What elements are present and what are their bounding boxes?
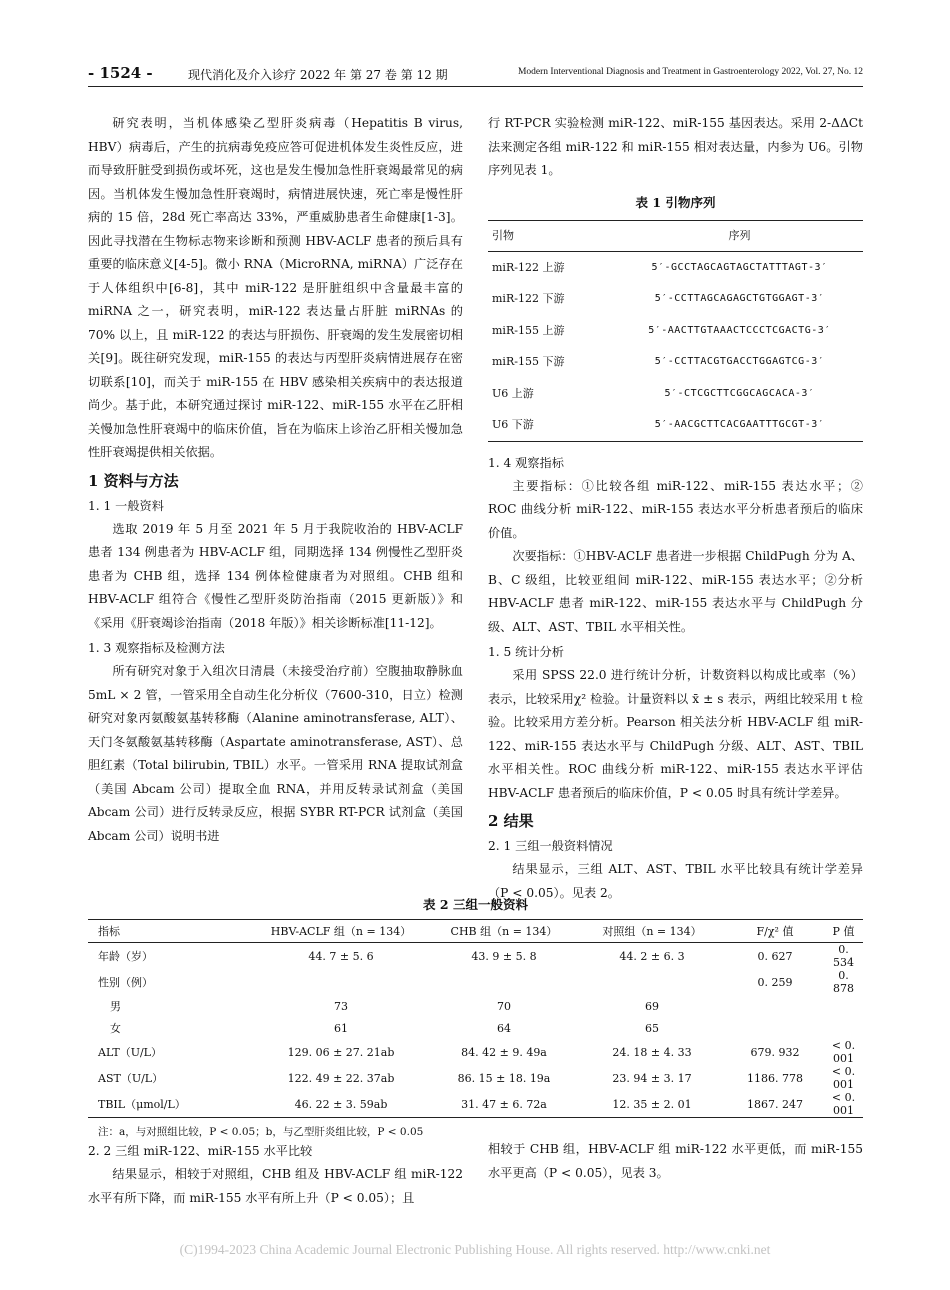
table-cell: U6 下游 xyxy=(488,409,616,441)
table-cell: AST（U/L） xyxy=(98,1072,164,1085)
table2-header: CHB 组（n = 134） xyxy=(430,920,578,943)
table-row xyxy=(488,283,863,315)
table-cell xyxy=(578,969,726,995)
page-number: - 1524 - xyxy=(88,64,153,82)
table-cell: 46. 22 ± 3. 59ab xyxy=(252,1091,430,1118)
table2-note: 注：a，与对照组比较，P < 0.05；b，与乙型肝炎组比较，P < 0.05 xyxy=(98,1126,424,1138)
table-cell: 43. 9 ± 5. 8 xyxy=(471,949,537,963)
table-row xyxy=(488,409,863,441)
table-cell xyxy=(726,1017,824,1039)
table-cell: 44. 2 ± 6. 3 xyxy=(619,949,685,963)
table-cell: 129. 06 ± 27. 21ab xyxy=(287,1045,395,1059)
section-1-4-primary: 主要指标：①比较各组 miR-122、miR-155 表达水平；② ROC 曲线分析 miR-122、miR-155 表达水平分析患者预后的临床价值。 xyxy=(488,478,863,540)
bottom-left-column xyxy=(88,1138,463,1210)
table-cell: < 0. 001 xyxy=(824,1091,863,1118)
methods-continued-text: 行 RT-PCR 实验检测 miR-122、miR-155 基因表达。采用 2-ΔΔCt 法来测定各组 miR-122 和 miR-155 相对表达量，内参为 U6。引物序列见表 1。 xyxy=(488,116,863,177)
table2-block xyxy=(88,895,863,1139)
table-cell: ALT（U/L） xyxy=(98,1046,162,1059)
table-cell: 1186. 778 xyxy=(747,1071,803,1085)
section-2-heading: 2 结果 xyxy=(488,812,534,830)
table2-header: HBV-ACLF 组（n = 134） xyxy=(252,920,430,943)
section-1-1-text: 选取 2019 年 5 月至 2021 年 5 月于我院收治的 HBV-ACLF 患者 134 例患者为 HBV-ACLF 组，同期选择 134 例慢性乙型肝炎患者为 CHB 组，选择 134 例体检健康者为对照组。CHB 组和 HBV-ACLF 组符合《慢性乙型肝炎防治指南（2015 更新版）》和《采用《肝衰竭诊治指南（2018 年版）》相关诊断标准[11-12]。 xyxy=(88,521,463,630)
table-cell: 年龄（岁） xyxy=(98,950,153,963)
section-1-3-text: 所有研究对象于入组次日清晨（未接受治疗前）空腹抽取静脉血 5mL × 2 管，一管采用全自动生化分析仪（7600-310，日立）检测研究对象丙氨酸氨基转移酶（Alanine aminotransferase, ALT）、天门冬氨酸氨基转移酶（Aspartate aminotransferase, AST）、总胆红素（Total bilirubin, TBIL）水平。一管采用 RNA 提取试剂盒（美国 Abcam 公司）提取全血 RNA，并用反转录试剂盒（美国 Abcam 公司）进行反转录反应，根据 SYBR RT-PCR 试剂盒（美国 Abcam 公司）说明书进 xyxy=(88,664,463,843)
table-cell: 5′-CCTTACGTGACCTGGAGTCG-3′ xyxy=(654,356,825,367)
table-cell: 0. 878 xyxy=(833,969,854,995)
section-2-2-text-right: 相较于 CHB 组，HBV-ACLF 组 miR-122 水平更低，而 miR-155 水平更高（P < 0.05），见表 3。 xyxy=(488,1142,863,1180)
table-cell: 679. 932 xyxy=(750,1045,800,1059)
section-2-1-heading: 2. 1 三组一般资料情况 xyxy=(488,839,613,853)
left-column xyxy=(88,112,463,848)
section-1-3-heading: 1. 3 观察指标及检测方法 xyxy=(88,641,225,655)
table-cell xyxy=(430,969,578,995)
section-1-4-secondary: 次要指标：①HBV-ACLF 患者进一步根据 ChildPugh 分为 A、B、C 级组，比较亚组间 miR-122、miR-155 表达水平；②分析 HBV-ACLF 患者 miR-122、miR-155 表达水平与 ChildPugh 分级、ALT、AST、TBIL 水平相关性。 xyxy=(488,549,863,634)
table-cell: U6 上游 xyxy=(492,386,534,400)
table1-caption: 表 1 引物序列 xyxy=(635,194,716,210)
section-2-2-heading: 2. 2 三组 miR-122、miR-155 水平比较 xyxy=(88,1144,313,1158)
table2-header: 对照组（n = 134） xyxy=(578,920,726,943)
bottom-right-column xyxy=(488,1138,863,1185)
table-cell: 69 xyxy=(645,999,659,1013)
table-cell: 64 xyxy=(497,1021,511,1035)
table-cell: 性别（例） xyxy=(98,976,153,989)
right-column xyxy=(488,112,863,905)
table-cell: 5′-CTCGCTTCGGCAGCACA-3′ xyxy=(664,387,815,399)
table-cell xyxy=(824,995,863,1017)
table-row xyxy=(88,995,863,1017)
table2-header: F/χ² 值 xyxy=(726,920,824,943)
table1-header-sequence: 序列 xyxy=(616,221,863,252)
table-row xyxy=(88,1065,863,1091)
table2-header: P 值 xyxy=(824,920,863,943)
table1-header-primer: 引物 xyxy=(488,221,616,252)
table-row xyxy=(488,346,863,378)
table-cell: 44. 7 ± 5. 6 xyxy=(308,949,374,963)
table-cell: 女 xyxy=(110,1022,121,1035)
table-cell: 12. 35 ± 2. 01 xyxy=(578,1091,726,1118)
table-cell: 70 xyxy=(497,999,511,1013)
table-cell: miR-122 下游 xyxy=(492,292,565,305)
table-cell: < 0. 001 xyxy=(831,1065,856,1091)
table-row xyxy=(488,251,863,283)
table-cell: 86. 15 ± 18. 19a xyxy=(457,1071,551,1085)
copyright-footer: (C)1994-2023 China Academic Journal Electronic Publishing House. All rights reserved. http://www.cnki.net xyxy=(179,1242,771,1257)
table-cell: 5′-GCCTAGCAGTAGCTATTTAGT-3′ xyxy=(651,261,828,273)
table-cell: < 0. 001 xyxy=(831,1039,856,1065)
section-1-4-heading: 1. 4 观察指标 xyxy=(488,455,564,470)
section-1-5-heading: 1. 5 统计分析 xyxy=(488,645,564,659)
table-cell: 0. 534 xyxy=(833,943,854,969)
table-row xyxy=(88,1039,863,1065)
section-2-2-text-left: 结果显示，相较于对照组，CHB 组及 HBV-ACLF 组 miR-122 水平有所下降，而 miR-155 水平有所上升（P < 0.05）；且 xyxy=(88,1167,463,1205)
table-cell xyxy=(252,969,430,995)
table-row xyxy=(488,378,863,410)
table-cell: 5′-CCTTAGCAGAGCTGTGGAGT-3′ xyxy=(654,293,825,304)
table-cell: 0. 627 xyxy=(757,949,793,963)
table-cell: TBIL（μmol/L） xyxy=(88,1091,252,1118)
table-cell: 23. 94 ± 3. 17 xyxy=(612,1071,692,1085)
table-row xyxy=(88,1091,863,1118)
table-cell: 0. 259 xyxy=(757,975,793,989)
table-row xyxy=(88,943,863,970)
table-cell: 24. 18 ± 4. 33 xyxy=(612,1045,692,1059)
table-cell: 122. 49 ± 22. 37ab xyxy=(287,1071,395,1085)
table-cell: miR-155 下游 xyxy=(492,355,565,368)
table1-primer-sequences xyxy=(488,220,863,442)
table-cell: 5′-AACTTGTAAACTCCCTCGACTG-3′ xyxy=(648,324,831,336)
table-cell: 男 xyxy=(110,1000,121,1013)
section-2-1-text: 结果显示，三组 ALT、AST、TBIL 水平比较具有统计学差异（P < 0.05）。见表 2。 xyxy=(488,862,863,900)
journal-title-cn: 现代消化及介入诊疗 2022 年 第 27 卷 第 12 期 xyxy=(188,68,448,82)
table-row xyxy=(488,315,863,347)
table-cell: 84. 42 ± 9. 49a xyxy=(461,1045,547,1059)
table-cell xyxy=(824,1017,863,1039)
intro-paragraph: 研究表明，当机体感染乙型肝炎病毒（Hepatitis B virus, HBV）病毒后，产生的抗病毒免疫应答可促进机体发生炎性反应，进而导致肝脏受到损伤或坏死，这也是发生慢加急性肝衰竭最常见的病因。当机体发生慢加急性肝衰竭时，病情进展快速，死亡率是慢性肝病的 15 倍，28d 死亡率高达 33%，严重威胁患者生命健康[1-3]。因此寻找潜在生物标志物来诊断和预测 HBV-ACLF 患者的预后具有重要的临床意义[4-5]。微小 RNA（MicroRNA, miRNA）广泛存在于人体组织中[6-8]，其中 miR-122 是肝脏组织中含量最丰富的 miRNA 之一，研究表明，miR-122 表达量占肝脏 miRNAs 的 70% 以上，且 miR-122 的表达与肝损伤、肝衰竭的发生发展密切相关[9]。既往研究发现，miR-155 的表达与丙型肝炎病情进展存在密切联系[10]，而关于 miR-155 在 HBV 感染相关疾病中的表达报道尚少。基于此，本研究通过探讨 miR-122、miR-155 水平在乙肝相关慢加急性肝衰竭中的临床价值，旨在为临床上诊治乙肝相关慢加急性肝衰竭提供相关依据。 xyxy=(88,116,463,459)
table-cell: miR-155 上游 xyxy=(492,323,565,337)
running-header xyxy=(88,64,863,86)
header-rule xyxy=(88,86,863,87)
table-row xyxy=(88,969,863,995)
table2-header: 指标 xyxy=(88,920,252,943)
table-cell xyxy=(726,995,824,1017)
section-1-5-text: 采用 SPSS 22.0 进行统计分析，计数资料以构成比或率（%）表示，比较采用χ² 检验。计量资料以 x̄ ± s 表示，两组比较采用 t 检验。比较采用方差分析。Pearson 相关法分析 HBV-ACLF 组 miR-122、miR-155 表达水平与 ChildPugh 分级、ALT、AST、TBIL 水平相关性。ROC 曲线分析 miR-122、miR-155 表达水平评估 HBV-ACLF 患者预后的临床价值，P < 0.05 时具有统计学差异。 xyxy=(488,668,863,800)
table-cell: 61 xyxy=(334,1021,348,1035)
table-cell: 1867. 247 xyxy=(726,1091,824,1118)
table-cell: 65 xyxy=(645,1021,659,1035)
table2-general-data xyxy=(88,919,863,1118)
table-cell: 31. 47 ± 6. 72a xyxy=(430,1091,578,1118)
section-1-1-heading: 1. 1 一般资料 xyxy=(88,498,164,513)
section-1-heading: 1 资料与方法 xyxy=(88,471,179,490)
table-cell: miR-122 上游 xyxy=(492,260,565,274)
table-cell: 5′-AACGCTTCACGAATTTGCGT-3′ xyxy=(616,409,863,441)
table-cell: 73 xyxy=(334,999,348,1013)
table-row xyxy=(88,1017,863,1039)
journal-title-en: Modern Interventional Diagnosis and Treatment in Gastroenterology 2022, Vol. 27, No. 12 xyxy=(517,67,863,77)
table2-caption: 表 2 三组一般资料 xyxy=(423,897,528,912)
